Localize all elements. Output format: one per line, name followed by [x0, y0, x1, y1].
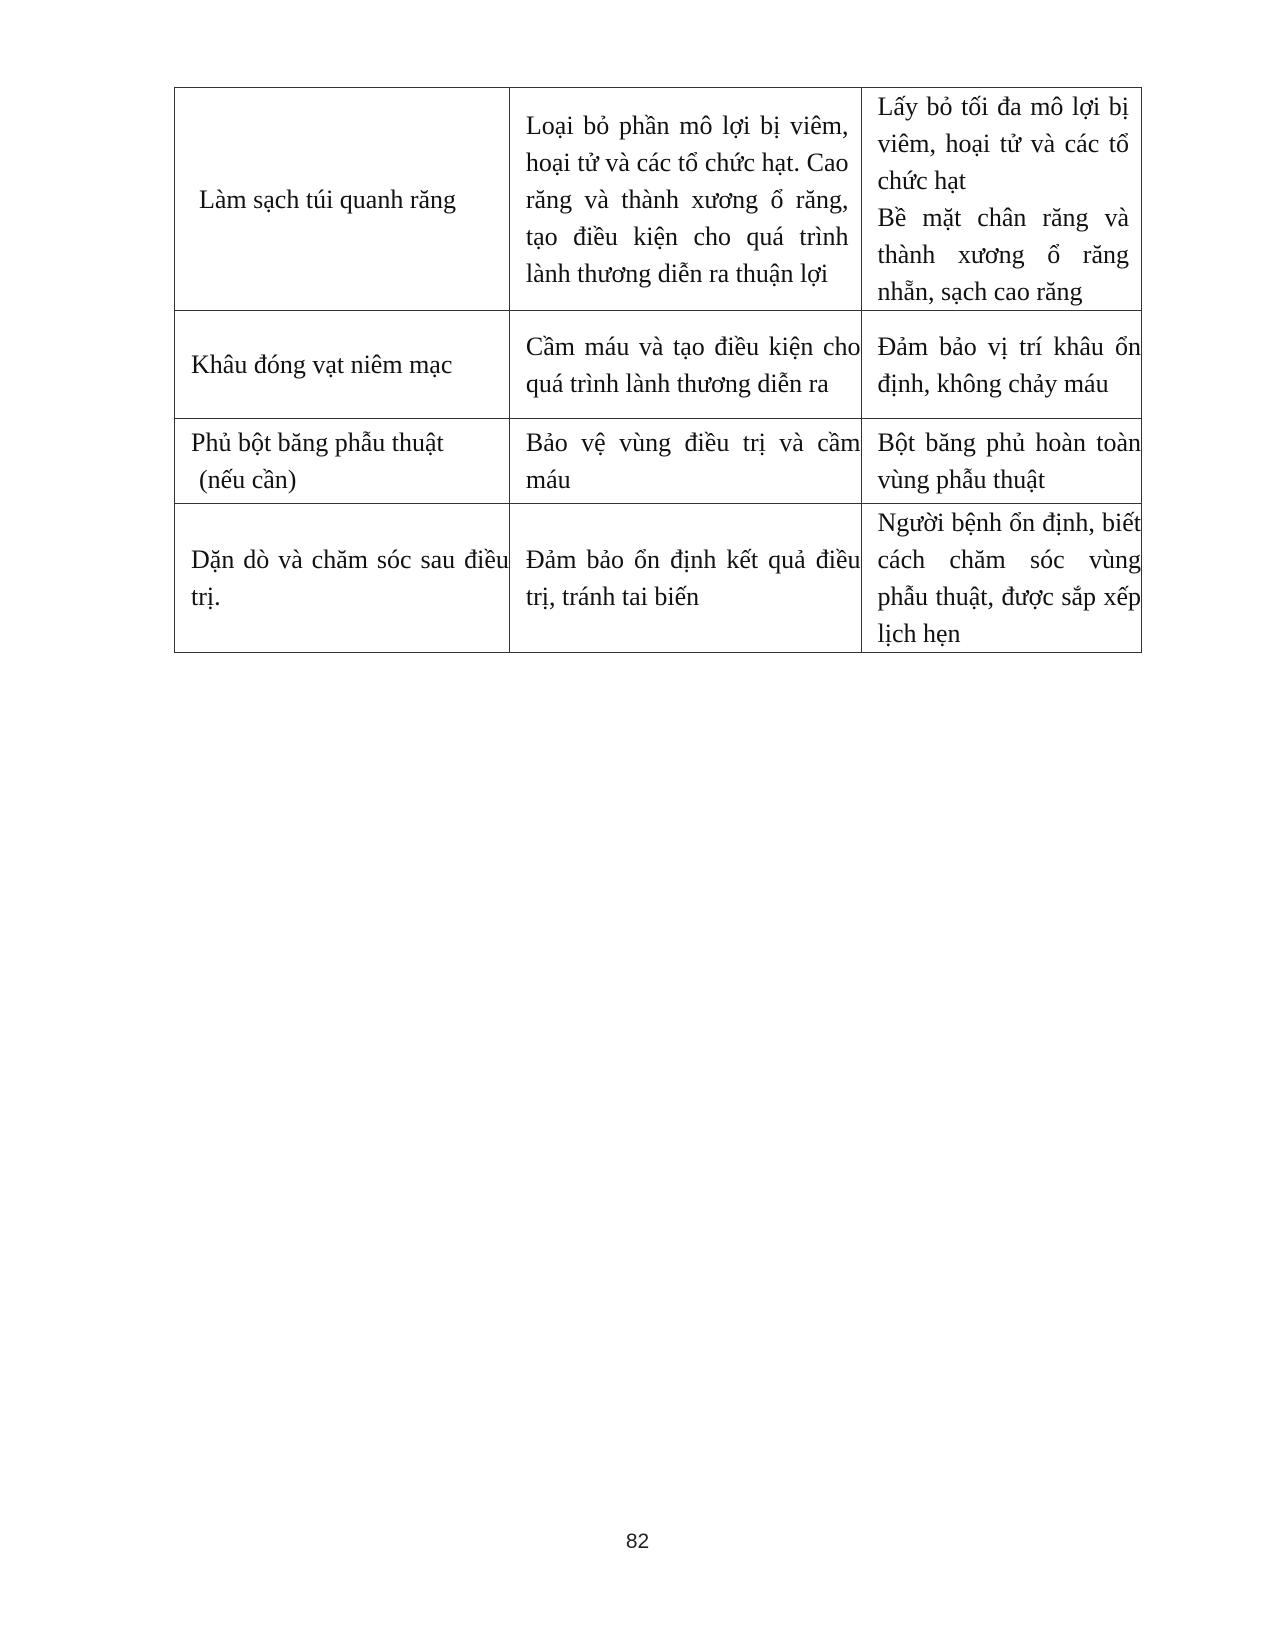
purpose-text: Bảo vệ vùng điều trị và cầm máu	[525, 428, 861, 494]
purpose-text: Cầm máu và tạo điều kiện cho quá trình lành thương diễn ra	[525, 331, 861, 398]
purpose-cell	[509, 88, 861, 311]
requirement-text: Bột băng phủ hoàn toàn vùng phẫu thuật	[877, 428, 1141, 494]
requirement-cell	[861, 504, 1141, 653]
purpose-text: Đảm bảo ổn định kết quả điều trị, tránh tai biến	[525, 545, 861, 611]
step-text-extra: (nếu cần)	[199, 465, 297, 494]
purpose-cell	[509, 311, 861, 419]
step-text: Làm sạch túi quanh răng	[199, 184, 457, 214]
requirement-text: Đảm bảo vị trí khâu ổn định, không chảy máu	[877, 331, 1141, 398]
requirement-text: Lấy bỏ tối đa mô lợi bị viêm, hoại tử và các tổ chức hạt	[877, 92, 1129, 195]
step-text: Khâu đóng vạt niêm mạc	[191, 350, 453, 379]
step-text: Dặn dò và chăm sóc sau điều trị.	[191, 545, 509, 611]
table-row	[175, 311, 1142, 419]
table-row	[175, 504, 1142, 653]
procedure-table	[174, 87, 1142, 653]
step-text: Phủ bột băng phẫu thuật	[191, 428, 444, 457]
step-cell	[175, 419, 510, 504]
requirement-cell	[861, 311, 1141, 419]
purpose-cell	[509, 504, 861, 653]
step-cell	[175, 88, 510, 311]
step-cell	[175, 311, 510, 419]
page-number: 82	[625, 1530, 650, 1553]
requirement-cell	[861, 419, 1141, 504]
purpose-text: Loại bỏ phần mô lợi bị viêm, hoại tử và các tổ chức hạt. Cao răng và thành xương ổ răng, tạo điều kiện cho quá trình lành thương diễn ra thuận lợi	[525, 110, 849, 288]
step-cell	[175, 504, 510, 653]
requirement-cell	[861, 88, 1141, 311]
requirement-text: Người bệnh ổn định, biết cách chăm sóc vùng phẫu thuật, được sắp xếp lịch hẹn	[877, 508, 1141, 648]
purpose-cell	[509, 419, 861, 504]
requirement-text-extra: Bề mặt chân răng và thành xương ổ răng nhẵn, sạch cao răng	[877, 203, 1129, 306]
table-row	[175, 419, 1142, 504]
table-row	[175, 88, 1142, 311]
